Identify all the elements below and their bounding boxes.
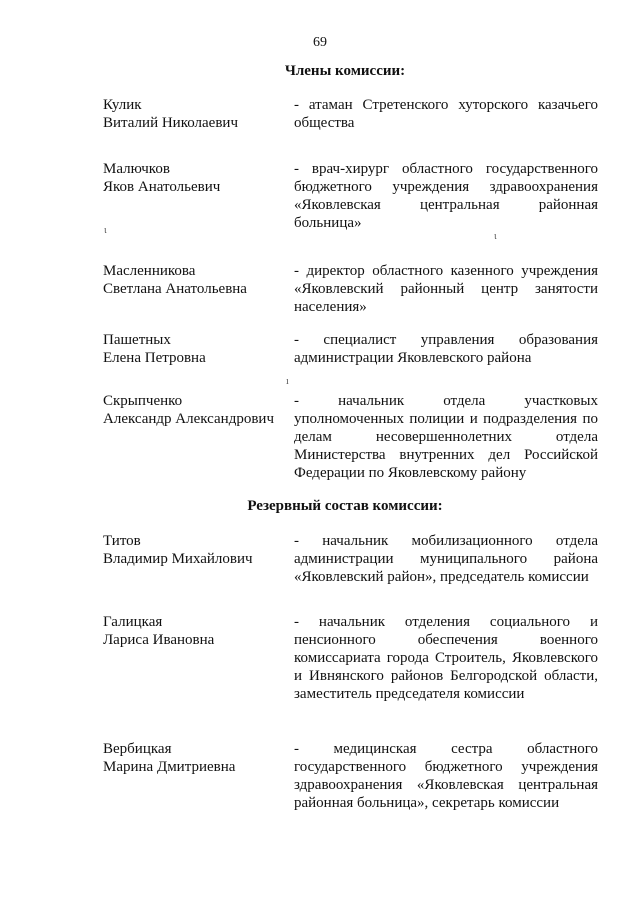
scan-speck: ι	[494, 231, 497, 242]
member-role: - директор областного казенного учреждения «Яковлевский районный центр занятости населения»	[294, 263, 598, 315]
member-role: - врач-хирург областного государственного бюджетного учреждения здравоохранения «Яковлевская центральная районная больница»	[294, 161, 598, 231]
member-given-names: Лариса Ивановна	[103, 632, 215, 648]
member-surname: Пашетных	[103, 332, 171, 348]
member-surname: Скрыпченко	[103, 393, 183, 409]
member-given-names: Виталий Николаевич	[103, 115, 238, 131]
member-surname: Вербицкая	[103, 741, 172, 757]
member-given-names: Марина Дмитриевна	[103, 759, 236, 775]
members-heading: Члены комиссии:	[284, 63, 406, 79]
scan-speck: ι	[104, 225, 107, 236]
member-name	[103, 96, 288, 132]
member-given-names: Елена Петровна	[103, 350, 206, 366]
member-role: - атаман Стретенского хуторского казачьего общества	[294, 97, 598, 131]
member-given-names: Светлана Анатольевна	[103, 281, 247, 297]
member-surname: Галицкая	[103, 614, 163, 630]
member-surname: Малючков	[103, 161, 170, 177]
member-role: - начальник мобилизационного отдела администрации муниципального района «Яковлевский район», председатель комиссии	[294, 533, 598, 585]
member-role: - специалист управления образования администрации Яковлевского района	[294, 332, 598, 366]
member-role: - медицинская сестра областного государственного бюджетного учреждения здравоохранения «Яковлевская центральная районная больница», секретарь комиссии	[294, 741, 598, 811]
member-name	[103, 740, 288, 776]
member-name	[103, 613, 288, 649]
page-number: 69	[313, 35, 327, 50]
member-role: - начальник отделения социального и пенсионного обеспечения военного комиссариата города Строитель, Яковлевского и Ивнянского районов Белгородской области, заместитель председателя комиссии	[294, 614, 598, 702]
member-given-names: Яков Анатольевич	[103, 179, 221, 195]
member-role: - начальник отдела участковых уполномоченных полиции и подразделения по делам несовершеннолетних отдела Министерства внутренних дел Российской Федерации по Яковлевскому району	[294, 393, 598, 481]
member-name	[103, 532, 288, 568]
member-name	[103, 262, 288, 298]
member-surname: Масленникова	[103, 263, 196, 279]
member-given-names: Владимир Михайлович	[103, 551, 253, 567]
member-name	[103, 160, 288, 196]
member-surname: Кулик	[103, 97, 142, 113]
member-name	[103, 392, 288, 428]
member-name	[103, 331, 288, 367]
reserve-heading: Резервный состав комиссии:	[247, 498, 443, 514]
member-surname: Титов	[103, 533, 141, 549]
member-given-names: Александр Александрович	[103, 411, 274, 427]
scan-speck: ı	[286, 376, 289, 387]
